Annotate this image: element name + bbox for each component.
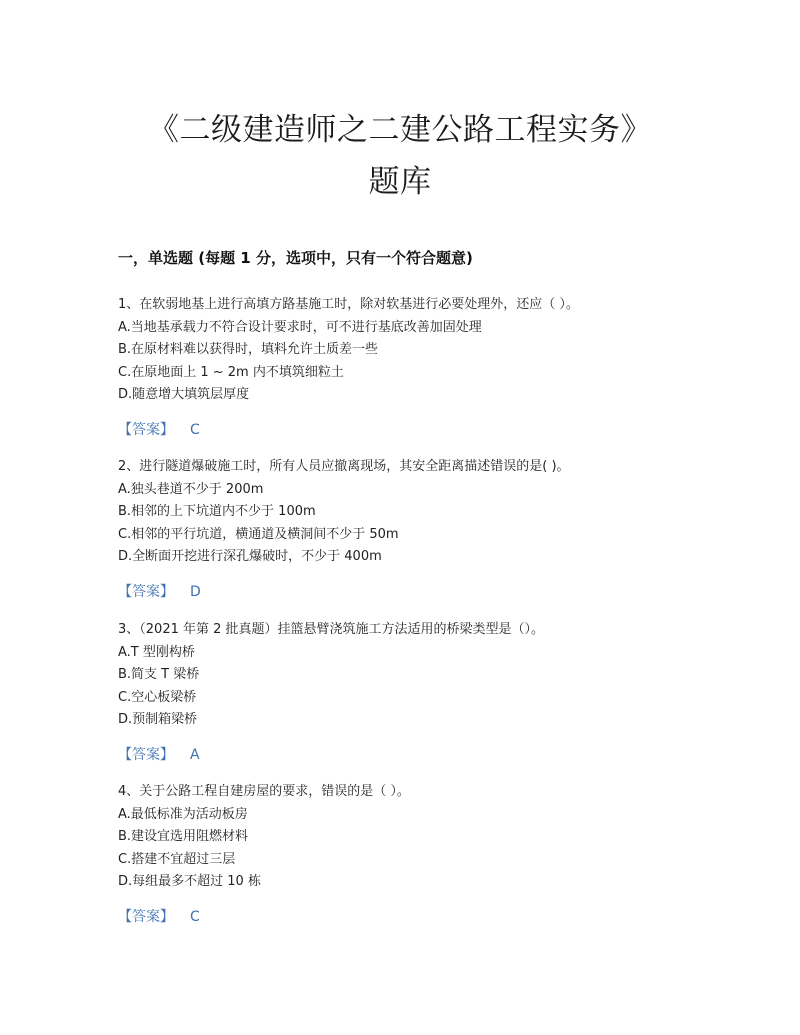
option-b: B.简支 T 梁桥	[118, 667, 200, 682]
answer-value: D	[190, 583, 201, 600]
question-block-2	[118, 456, 718, 602]
option-d: D.预制箱梁桥	[118, 712, 198, 727]
question-stem: 2、进行隧道爆破施工时，所有人员应撤离现场，其安全距离描述错误的是( )。	[118, 459, 570, 474]
question-block-3	[118, 619, 718, 765]
option-c: C.在原地面上 1 ~ 2m 内不填筑细粒土	[118, 364, 344, 380]
option-d: D.全断面开挖进行深孔爆破时，不少于 400m	[118, 549, 382, 564]
option-c: C.空心板梁桥	[118, 689, 197, 705]
answer-value: C	[190, 421, 200, 438]
answer-value: C	[190, 908, 200, 925]
question-block-4	[118, 781, 718, 927]
option-a: A.当地基承载力不符合设计要求时，可不进行基底改善加固处理	[118, 319, 482, 335]
option-b: B.建设宜选用阻燃材料	[118, 829, 249, 844]
section-heading: 一，单选题 (每题 1 分，选项中，只有一个符合题意)	[118, 249, 473, 267]
answer-label: 【答案】	[118, 583, 174, 600]
option-a: A.最低标准为活动板房	[118, 806, 248, 822]
answer-line	[118, 582, 718, 602]
question-stem: 3、（2021 年第 2 批真题）挂篮悬臂浇筑施工方法适用的桥梁类型是（）。	[118, 622, 545, 637]
option-c: C.搭建不宜超过三层	[118, 851, 236, 867]
answer-value: A	[190, 746, 200, 763]
question-block-1	[118, 294, 718, 440]
answer-line	[118, 420, 718, 440]
option-b: B.在原材料难以获得时，填料允许土质差一些	[118, 342, 379, 357]
option-b: B.相邻的上下坑道内不少于 100m	[118, 504, 316, 519]
document-title-line1: 《二级建造师之二建公路工程实务》	[148, 112, 652, 148]
option-d: D.随意增大填筑层厚度	[118, 387, 250, 402]
question-stem: 1、在软弱地基上进行高填方路基施工时，除对软基进行必要处理外，还应（ ）。	[118, 297, 579, 312]
option-a: A.T 型刚构桥	[118, 644, 195, 660]
answer-label: 【答案】	[118, 746, 174, 763]
option-a: A.独头巷道不少于 200m	[118, 481, 264, 497]
question-stem: 4、关于公路工程自建房屋的要求，错误的是（ ）。	[118, 784, 410, 799]
document-title-line2: 题库	[368, 164, 432, 200]
option-c: C.相邻的平行坑道，横通道及横洞间不少于 50m	[118, 526, 399, 542]
answer-line	[118, 745, 718, 765]
option-d: D.每组最多不超过 10 栋	[118, 874, 261, 889]
answer-line	[118, 907, 718, 927]
answer-label: 【答案】	[118, 421, 174, 438]
answer-label: 【答案】	[118, 908, 174, 925]
